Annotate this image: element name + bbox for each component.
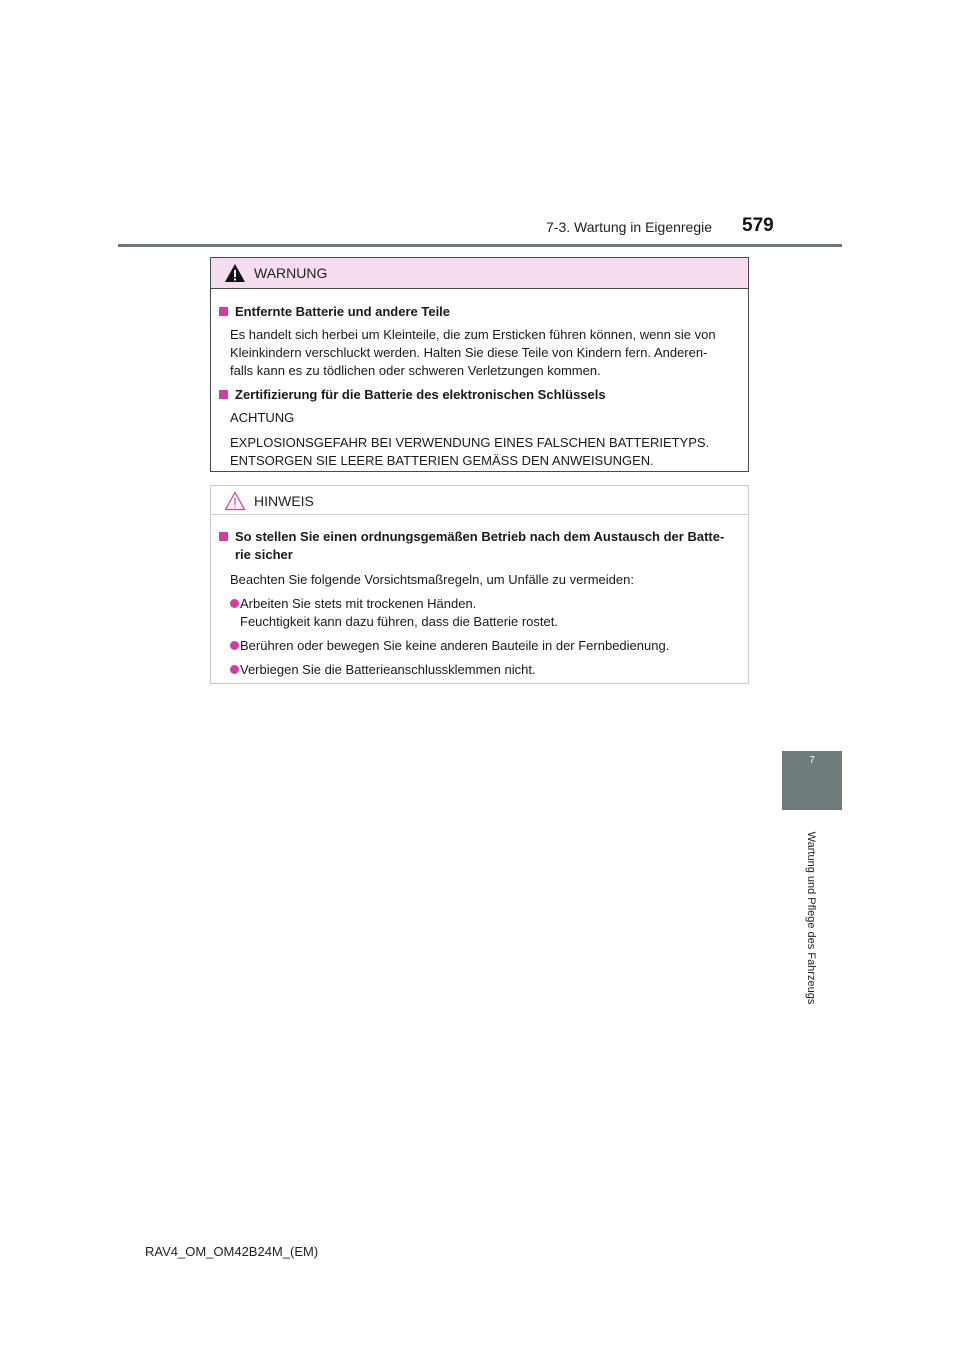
text-line: falls kann es zu tödlichen oder schweren Verletzungen kommen.	[230, 363, 601, 378]
round-bullet-icon	[230, 599, 239, 608]
text-line: Feuchtigkeit kann dazu führen, dass die Batterie rostet.	[240, 614, 558, 629]
text-line: Kleinkindern verschluckt werden. Halten Sie diese Teile von Kindern fern. Anderen-	[230, 345, 708, 360]
warning-box	[210, 257, 749, 472]
notice-header	[211, 486, 748, 515]
warning-entry-title	[219, 303, 740, 321]
section-title: 7-3. Wartung in Eigenregie	[546, 219, 713, 235]
notice-bullet	[219, 661, 740, 679]
caution-outline-triangle-icon	[224, 491, 246, 511]
entry-title-text: Entfernte Batterie und andere Teile	[235, 304, 451, 319]
warning-label: WARNUNG	[254, 265, 328, 281]
notice-entry-title	[219, 528, 740, 564]
chapter-number: 7	[809, 755, 815, 766]
warning-content	[211, 289, 748, 470]
text-line: Verbiegen Sie die Batterieanschlussklemmen nicht.	[240, 662, 536, 677]
warning-entry-text	[219, 434, 740, 470]
text-line: Berühren oder bewegen Sie keine anderen Bauteile in der Fernbedienung.	[240, 638, 670, 653]
warning-entry-text	[219, 326, 740, 380]
round-bullet-icon	[230, 641, 239, 650]
square-bullet-icon	[219, 307, 228, 316]
title-line: So stellen Sie einen ordnungsgemäßen Betrieb nach dem Austausch der Batte-	[235, 529, 725, 544]
notice-bullet	[219, 637, 740, 655]
text-line: ENTSORGEN SIE LEERE BATTERIEN GEMÄSS DEN ANWEISUNGEN.	[230, 453, 654, 468]
notice-content	[211, 515, 748, 679]
square-bullet-icon	[219, 532, 228, 541]
chapter-tab[interactable]	[782, 751, 842, 810]
page-number: 579	[742, 215, 774, 236]
entry-title-text: Zertifizierung für die Batterie des elektronischen Schlüssels	[235, 387, 606, 402]
round-bullet-icon	[230, 665, 239, 674]
notice-intro: Beachten Sie folgende Vorsichtsmaßregeln, um Unfälle zu vermeiden:	[230, 572, 634, 587]
warning-triangle-icon	[224, 263, 246, 283]
square-bullet-icon	[219, 390, 228, 399]
warning-entry-title	[219, 386, 740, 404]
notice-label: HINWEIS	[254, 493, 314, 509]
entry-title-text	[229, 528, 740, 564]
header-rule	[118, 244, 842, 247]
chapter-title: Wartung und Pflege des Fahrzeugs	[805, 831, 817, 1005]
warning-header	[211, 258, 748, 289]
caution-label: ACHTUNG	[230, 410, 295, 425]
footer-doc-code: RAV4_OM_OM42B24M_(EM)	[145, 1244, 319, 1259]
notice-box	[210, 485, 749, 684]
text-line: EXPLOSIONSGEFAHR BEI VERWENDUNG EINES FALSCHEN BATTERIETYPS.	[230, 435, 710, 450]
title-line: rie sicher	[235, 547, 293, 562]
notice-bullet	[219, 595, 740, 631]
text-line: Arbeiten Sie stets mit trockenen Händen.	[240, 596, 477, 611]
text-line: Es handelt sich herbei um Kleinteile, die zum Ersticken führen können, wenn sie von	[230, 327, 716, 342]
